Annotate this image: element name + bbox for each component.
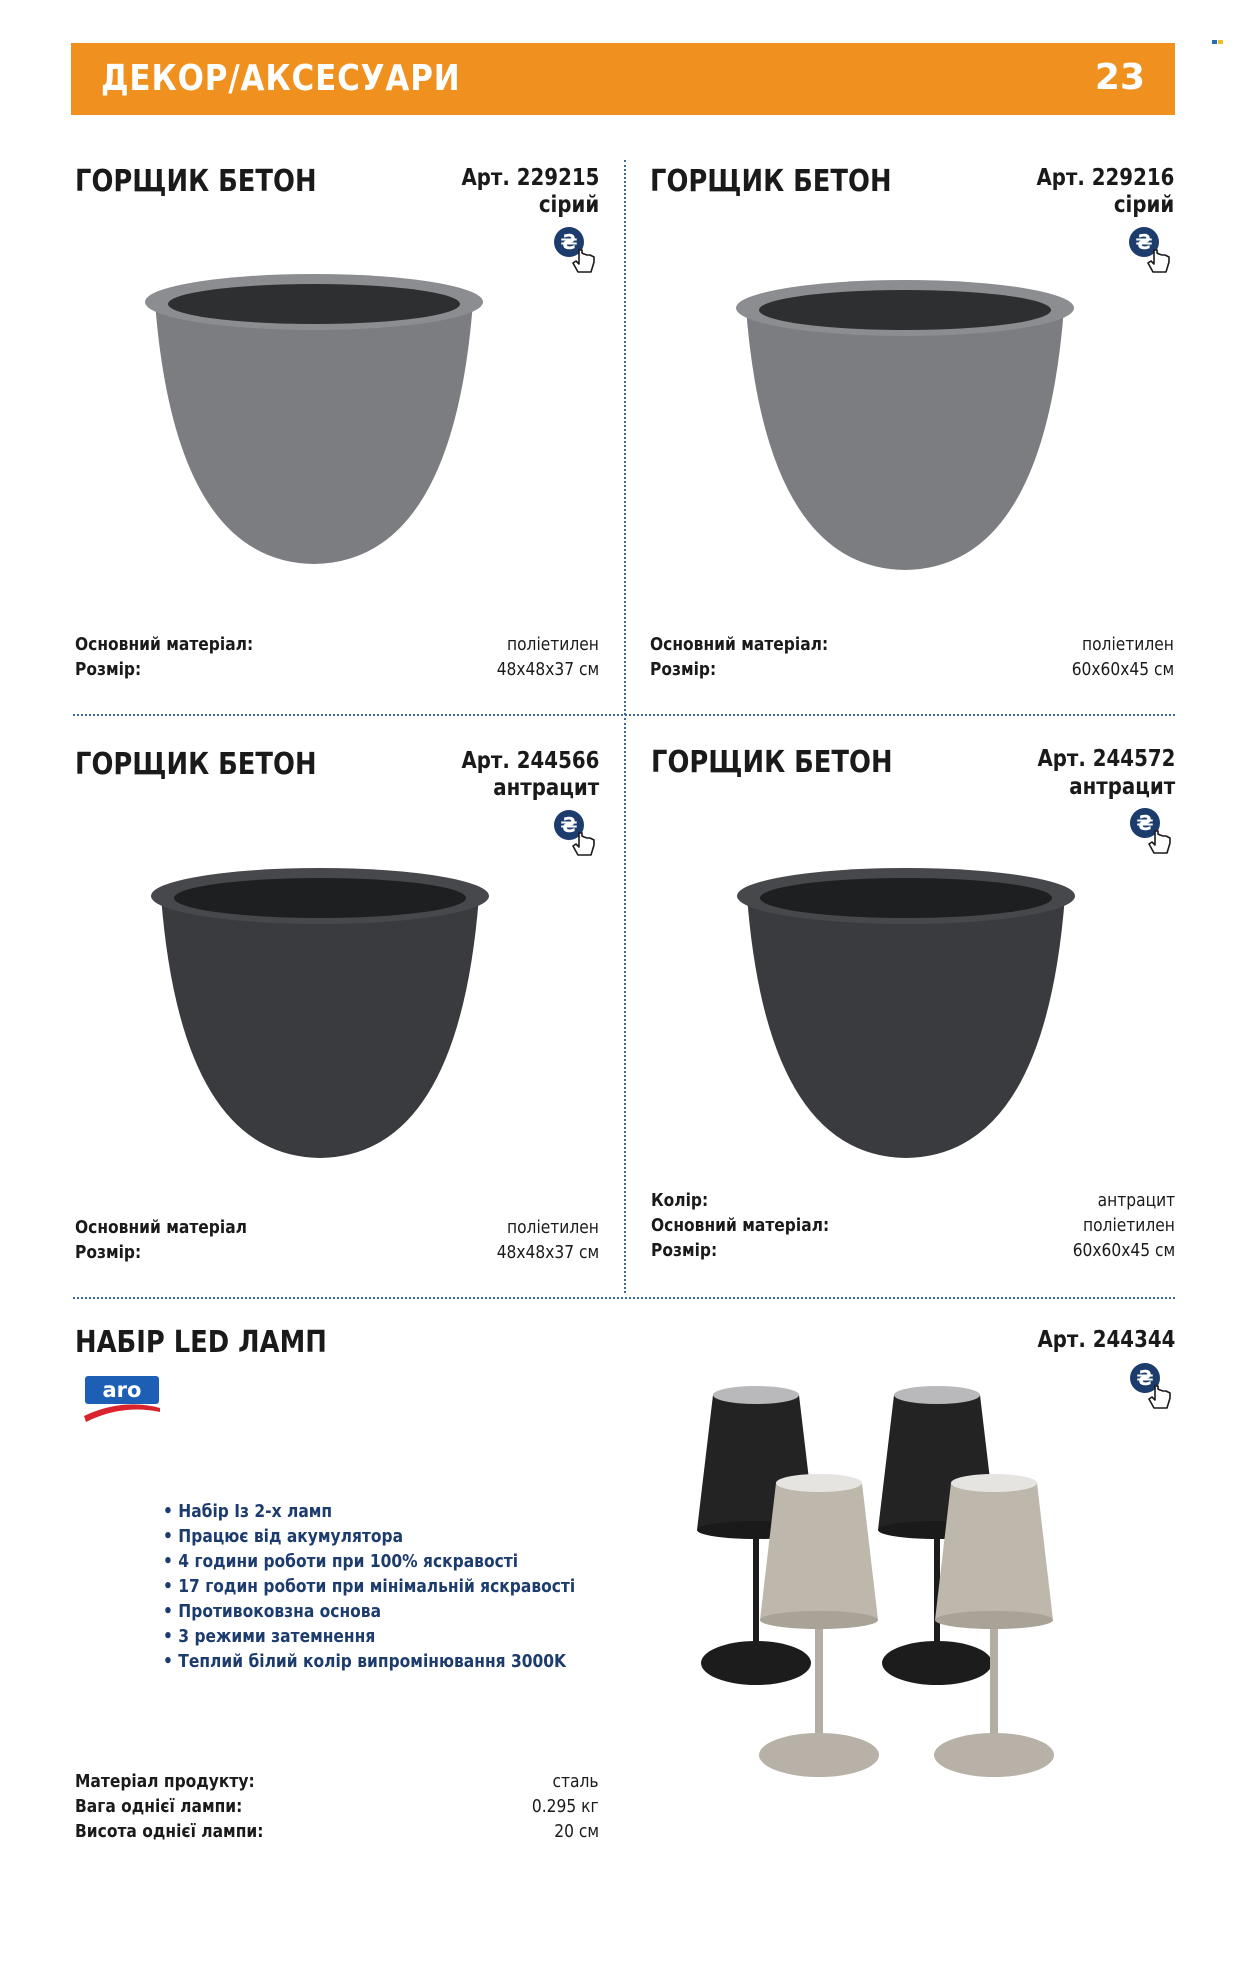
vertical-divider-top [624, 160, 626, 715]
list-item: • Противоковзна основа [163, 1601, 382, 1622]
list-item: • 4 години роботи при 100% яскравості [163, 1551, 519, 1572]
color-label: антрацит [1069, 774, 1175, 800]
specs-list [650, 634, 1174, 684]
spec-row: Висота однієї лампи: 20 см [75, 1821, 599, 1842]
horizontal-divider-1 [73, 714, 1175, 716]
spec-row: Розмір: 60x60x45 см [650, 659, 1174, 680]
aro-logo-text: aro [102, 1378, 142, 1402]
color-marks-icon [1212, 38, 1224, 48]
spec-row: Розмір: 48x48x37 см [75, 1242, 599, 1263]
article-number: Арт. 244344 [1037, 1327, 1175, 1353]
specs-list [651, 1190, 1175, 1265]
article-number: Арт. 229215 [461, 165, 599, 191]
list-item: • Працює від акумулятора [163, 1526, 404, 1547]
product-title: ГОРЩИК БЕТОН [75, 747, 317, 782]
spec-row: Основний матеріал поліетилен [75, 1217, 599, 1238]
product-card [75, 743, 599, 1283]
section-header [71, 43, 1175, 115]
lamp-set-header [75, 1325, 1175, 1365]
spec-row: Вага однієї лампи: 0.295 кг [75, 1796, 599, 1817]
product-title: ГОРЩИК БЕТОН [75, 164, 317, 199]
product-title: ГОРЩИК БЕТОН [650, 164, 892, 199]
product-card [75, 160, 599, 700]
list-item: • 17 годин роботи при мінімальній яскравості [163, 1576, 576, 1597]
spec-row: Основний матеріал: поліетилен [75, 634, 599, 655]
color-label: антрацит [493, 775, 599, 801]
product-card [650, 160, 1174, 700]
page-number: 23 [1094, 57, 1145, 98]
spec-row: Основний матеріал: поліетилен [650, 634, 1174, 655]
spec-row: Матеріал продукту: сталь [75, 1771, 599, 1792]
section-title: ДЕКОР/АКСЕСУАРИ [101, 58, 461, 99]
specs-list [75, 1217, 599, 1267]
champagne-lamp [934, 1474, 1054, 1777]
pot-image [736, 280, 1074, 572]
article-number: Арт. 244572 [1037, 746, 1175, 772]
lamp-specs-list [75, 1771, 599, 1846]
color-label: сірий [538, 192, 599, 218]
hryvnia-hand-pointer-icon[interactable] [1129, 1362, 1175, 1410]
champagne-lamp [759, 1474, 879, 1777]
pot-image [145, 274, 483, 566]
list-item: • 3 режими затемнення [163, 1626, 376, 1647]
article-number: Арт. 229216 [1036, 165, 1174, 191]
horizontal-divider-2 [73, 1297, 1175, 1299]
spec-row: Розмір: 48x48x37 см [75, 659, 599, 680]
aro-logo [82, 1376, 162, 1424]
pot-image [151, 868, 489, 1160]
svg-text:₴: ₴ [560, 230, 578, 254]
svg-text:₴: ₴ [560, 813, 578, 837]
spec-row: Колір: антрацит [651, 1190, 1175, 1211]
color-label: сірий [1113, 192, 1174, 218]
svg-text:₴: ₴ [1136, 811, 1154, 835]
list-item: • Набір Із 2-х ламп [163, 1501, 333, 1522]
list-item: • Теплий білий колір випромінювання 3000K [163, 1651, 567, 1672]
hryvnia-hand-pointer-icon[interactable] [1129, 807, 1175, 855]
vertical-divider-bottom [624, 718, 626, 1293]
spec-row: Основний матеріал: поліетилен [651, 1215, 1175, 1236]
features-list [163, 1501, 643, 1676]
article-number: Арт. 244566 [461, 748, 599, 774]
hryvnia-hand-pointer-icon[interactable] [553, 809, 599, 857]
pot-image [737, 868, 1075, 1160]
product-title: НАБІР LED ЛАМП [75, 1325, 327, 1360]
product-title: ГОРЩИК БЕТОН [651, 745, 893, 780]
hryvnia-hand-pointer-icon[interactable] [1128, 226, 1174, 274]
product-card [651, 743, 1175, 1283]
hryvnia-hand-pointer-icon[interactable] [553, 226, 599, 274]
led-lamps-image [680, 1380, 1100, 1800]
spec-row: Розмір: 60x60x45 см [651, 1240, 1175, 1261]
specs-list [75, 634, 599, 684]
svg-text:₴: ₴ [1135, 230, 1153, 254]
svg-text:₴: ₴ [1136, 1366, 1154, 1390]
